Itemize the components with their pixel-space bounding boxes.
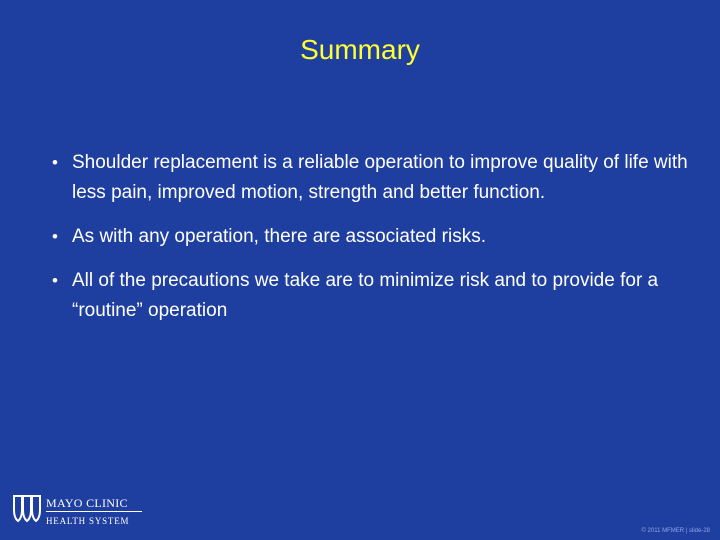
- bullet-item: [52, 222, 692, 252]
- logo-line-2: HEALTH SYSTEM: [46, 516, 130, 526]
- bullet-dot: •: [52, 153, 58, 172]
- bullet-text: As with any operation, there are associated risks.: [72, 226, 486, 247]
- slide-title: Summary: [300, 34, 420, 65]
- bullet-dot: •: [52, 271, 58, 290]
- logo-text: [46, 496, 142, 528]
- bullet-text: Shoulder replacement is a reliable operation to improve quality of life with less pain, improved motion, strength and better function.: [72, 152, 688, 203]
- bullet-text: All of the precautions we take are to minimize risk and to provide for a “routine” operation: [72, 270, 659, 321]
- bullet-item: [52, 148, 692, 208]
- bullet-list: [52, 148, 692, 340]
- logo-divider: [46, 511, 142, 512]
- mayo-clinic-logo: [12, 494, 142, 528]
- slide-footer: © 2011 MFMER | slide-28: [641, 528, 710, 534]
- bullet-item: [52, 266, 692, 326]
- mayo-shield-icon: [12, 494, 42, 524]
- logo-line-1: MAYO CLINIC: [46, 496, 128, 510]
- bullet-dot: •: [52, 227, 58, 246]
